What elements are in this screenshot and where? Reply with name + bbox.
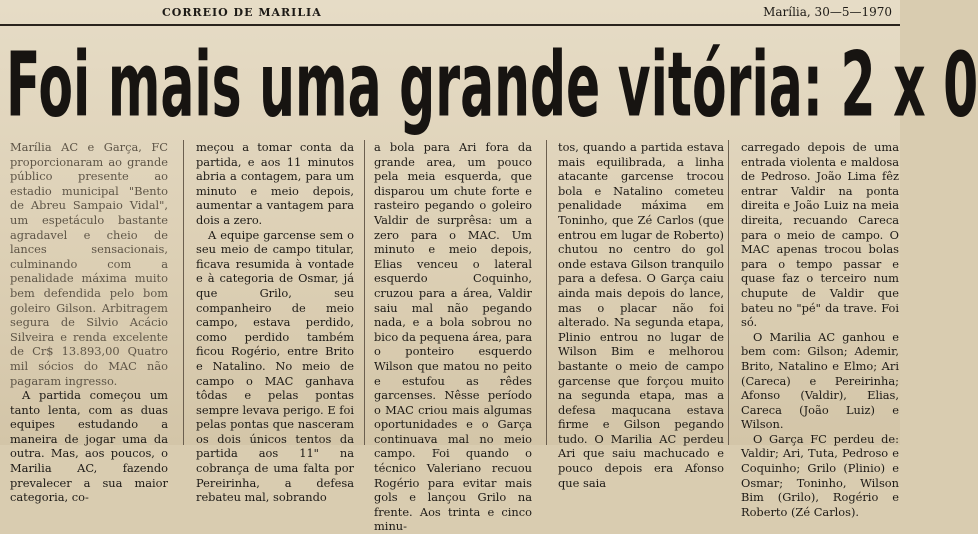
article-paragraph: Marília AC e Garça, FC proporcionaram ao grande público presente ao estadio municipal "Bento de Abreu Sampaio Vidal", um espetáculo bastante agradavel e cheio de lances sensacionais, culminando com a penalidade máxima muito bem defendida pelo bom goleiro Gilson. Arbitragem segura de Silvio Acácio Silveira e renda excelente de Cr$ 13.893,00 Quatro mil sócios do MAC não pagaram ingresso. bbox=[10, 140, 168, 388]
article-paragraph: a bola para Ari fora da grande area, um pouco pela meia esquerda, que disparou um chute forte e rasteiro pegando o goleiro Valdir de surprêsa: um a zero para o MAC. Um minuto e meio depois, Elias venceu o lateral esquerdo Coquinho, cruzou para a área, Valdir saiu mal não pegando nada, e a bola sobrou no bico da pequena área, para o ponteiro esquerdo Wilson que matou no peito e estufou as rêdes garcenses. Nêsse período o MAC criou mais algumas oportunidades e o Garça continuava mal no meio campo. Foi quando o técnico Valeriano recuou Rogério para evitar mais gols e lançou Grilo na frente. Aos trinta e cinco minu- bbox=[374, 140, 532, 534]
article-column-5 bbox=[741, 140, 899, 519]
article-headline: Foi mais uma grande vitória: 2 x 0 bbox=[6, 32, 978, 138]
article-column-4 bbox=[558, 140, 724, 490]
newspaper-name: CORREIO DE MARILIA bbox=[162, 6, 322, 19]
article-column-3 bbox=[374, 140, 532, 534]
article-paragraph: carregado depois de uma entrada violenta e maldosa de Pedroso. João Lima fêz entrar Valdir na ponta direita e João Luiz na meia direita, recuando Careca para o meio de campo. O MAC apenas trocou bolas para o tempo passar e quase faz o terceiro num chupute de Valdir que bateu no "pé" da trave. Foi só. bbox=[741, 140, 899, 330]
article-paragraph: A equipe garcense sem o seu meio de campo titular, ficava resumida à vontade e à categoria de Osmar, já que Grilo, seu companheiro de meio campo, estava perdido, como perdido também ficou Rogério, entre Brito e Natalino. No meio de campo o MAC ganhava tôdas e pelas pontas sempre levava perigo. E foi pelas pontas que nasceram os dois únicos tentos da partida aos 11" na cobrança de uma falta por Pereirinha, a defesa rebateu mal, sobrando bbox=[196, 227, 354, 505]
article-paragraph: A partida começou um tanto lenta, com as duas equipes estudando a maneira de jogar uma da outra. Mas, aos poucos, o Marilia AC, fazendo prevalecer a sua maior categoria, co- bbox=[10, 388, 168, 505]
article-body bbox=[6, 140, 899, 534]
article-column-2 bbox=[196, 140, 354, 505]
article-paragraph: meçou a tomar conta da partida, e aos 11 minutos abria a contagem, para um minuto e meio depois, aumentar a vantagem para dois a zero. bbox=[196, 140, 354, 227]
article-column-1 bbox=[10, 140, 168, 505]
article-paragraph: O Marilia AC ganhou e bem com: Gilson; Ademir, Brito, Natalino e Elmo; Ari (Careca) e Pereirinha; Afonso (Valdir), Elias, Careca (João Luiz) e Wilson. bbox=[741, 329, 899, 432]
article-paragraph: O Garça FC perdeu de: Valdir; Ari, Tuta, Pedroso e Coquinho; Grilo (Plinio) e Osmar; Toninho, Wilson Bim (Grilo), Rogério e Roberto (Zé Carlos). bbox=[741, 431, 899, 519]
article-paragraph: tos, quando a partida estava mais equilibrada, a linha atacante garcense trocou bola e Natalino cometeu penalidade máxima em Toninho, que Zé Carlos (que entrou em lugar de Roberto) chutou no centro do gol onde estava Gilson tranquilo para a defesa. O Garça caiu ainda mais depois do lance, mas o placar não foi alterado. Na segunda etapa, Plinio entrou no lugar de Wilson Bim e melhorou bastante o meio de campo garcense que forçou muito na segunda etapa, mas a defesa maqucana estava firme e Gilson pegando tudo. O Marilia AC perdeu Ari que saiu machucado e pouco depois era Afonso que saia bbox=[558, 140, 724, 490]
publication-date: Marília, 30—5—1970 bbox=[763, 5, 892, 19]
